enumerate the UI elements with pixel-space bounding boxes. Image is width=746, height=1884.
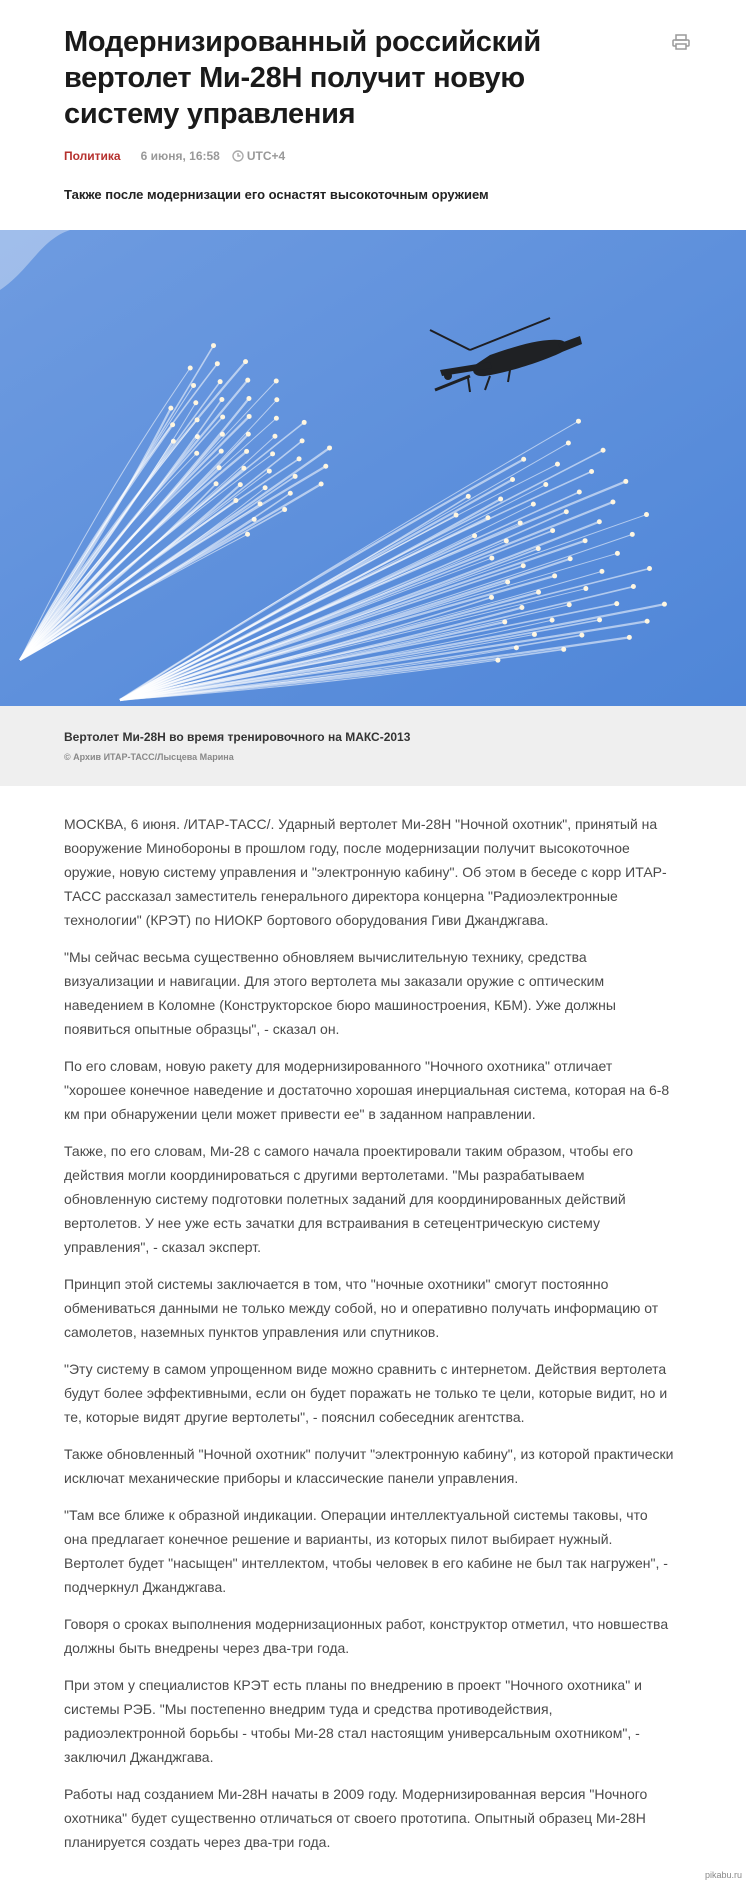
article-paragraph: Также, по его словам, Ми-28 с самого начала проектировали таким образом, чтобы его действия могли координироваться с другими вертолетами. "Мы разрабатываем обновленную систему подготовки полетных заданий для координированных действий вертолетов. У нее уже есть зачатки для встраивания в сетецентрическую систему управления", - сказал эксперт. bbox=[64, 1143, 633, 1255]
helicopter-flares-image bbox=[0, 230, 746, 706]
article-paragraph: "Там все ближе к образной индикации. Операции интеллектуальной системы таковы, что она предлагает конечное решение и варианты, из которых пилот выбирает нужный. Вертолет будет "насыщен" интеллектом, чтобы человек в его кабине не был так нагружен", - подчеркнул Джанджгава. bbox=[64, 1507, 668, 1595]
article-lead: Также после модернизации его оснастят высокоточным оружием bbox=[64, 187, 489, 202]
rubric-link[interactable]: Политика bbox=[64, 149, 121, 163]
article-paragraph: Принцип этой системы заключается в том, что "ночные охотники" смогут постоянно обмениваться данными не только между собой, но и оперативно получать информацию от самолетов, наземных пунктов управления или спутников. bbox=[64, 1276, 659, 1340]
article-meta bbox=[64, 148, 285, 164]
timezone-label bbox=[232, 148, 285, 164]
article-paragraph: Также обновленный "Ночной охотник" получит "электронную кабину", из которой практически исключат механические приборы и классические панели управления. bbox=[64, 1446, 674, 1486]
photo-caption: Вертолет Ми-28Н во время тренировочного на МАКС-2013 bbox=[64, 730, 411, 744]
photo-credit: © Архив ИТАР-ТАСС/Лысцева Марина bbox=[64, 752, 234, 762]
article-paragraph: По его словам, новую ракету для модернизированного "Ночного охотника" отличает "хорошее конечное наведение и достаточно хорошая инерциальная система, которая на 6-8 км при обнаружении цели может привести ее" в заданном направлении. bbox=[64, 1058, 670, 1122]
article-header bbox=[64, 24, 644, 132]
clock-icon bbox=[232, 150, 244, 162]
photo-caption-box bbox=[0, 706, 746, 786]
article-paragraph: МОСКВА, 6 июня. /ИТАР-ТАСС/. Ударный вертолет Ми-28Н "Ночной охотник", принятый на вооружение Минобороны в прошлом году, после модернизации получит высокоточное оружие, новую систему управления и "электронную кабину". Об этом в беседе с корр ИТАР-ТАСС рассказал заместитель генерального директора концерна "Радиоэлектронные технологии" (КРЭТ) по НИОКР бортового оборудования Гиви Джанджгава. bbox=[64, 816, 667, 928]
article-body bbox=[64, 812, 674, 1867]
article-paragraph: Работы над созданием Ми-28Н начаты в 2009 году. Модернизированная версия "Ночного охотника" будет существенно отличаться от своего прототипа. Опытный образец Ми-28Н планируется создать через два-три года. bbox=[64, 1786, 648, 1850]
article-paragraph: Говоря о сроках выполнения модернизационных работ, конструктор отметил, что новшества должны быть внедрены через два-три года. bbox=[64, 1616, 669, 1656]
article-paragraph: "Эту систему в самом упрощенном виде можно сравнить с интернетом. Действия вертолета будут более эффективными, если он будет поражать не только те цели, которые видит, но и те, которые видят другие вертолеты", - пояснил собеседник агентства. bbox=[64, 1361, 668, 1425]
article-paragraph: При этом у специалистов КРЭТ есть планы по внедрению в проект "Ночного охотника" и системы РЭБ. "Мы постепенно внедрим туда и средства противодействия, радиоэлектронной борьбы - чтобы Ми-28 стал настоящим универсальным охотником", - заключил Джанджгава. bbox=[64, 1677, 642, 1765]
article-paragraph: "Мы сейчас весьма существенно обновляем вычислительную технику, средства визуализации и навигации. Для этого вертолета мы заказали оружие с оптическим наведением в Коломне (Конструкторское бюро машиностроения, КБМ). Уже должны появиться опытные образцы", - сказал он. bbox=[64, 949, 616, 1037]
article-title: Модернизированный российский вертолет Ми-28Н получит новую систему управления bbox=[64, 26, 541, 130]
publish-date: 6 июня, 16:58 bbox=[140, 149, 220, 163]
article-photo bbox=[0, 230, 746, 706]
timezone-value: UTC+4 bbox=[246, 149, 286, 163]
watermark: pikabu.ru bbox=[704, 1870, 742, 1880]
print-icon[interactable] bbox=[672, 34, 690, 50]
